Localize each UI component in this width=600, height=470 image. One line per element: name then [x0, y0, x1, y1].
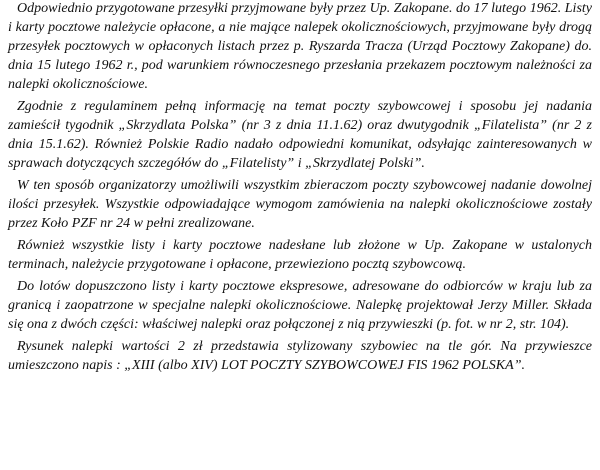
paragraph-3: W ten sposób organizatorzy umożliwili wszystkim zbieraczom poczty szybowcowej nadanie dowolnej ilości przesyłek. Wszystkie odpowiadające wymogom zamówienia na nalepki okolicznościowe zostały przez Koło PZF nr 24 w pełni zrealizowane. — [8, 178, 592, 231]
paragraph-1: Odpowiednio przygotowane przesyłki przyjmowane były przez Up. Zakopane. do 17 lutego 1962. Listy i karty pocztowe należycie opłacone, a nie mające nalepek okolicznościowych, przyjmowane były drogą przesyłek pocztowych w opłaconych listach przez p. Ryszarda Tracza (Urząd Pocztowy Zakopane) do. dnia 15 lutego 1962 r., pod warunkiem równoczesnego przesłania przekazem pocztowym należności za nalepki okolicznościowe. — [8, 1, 592, 92]
paragraph-4: Również wszystkie listy i karty pocztowe nadesłane lub złożone w Up. Zakopane w ustalonych terminach, należycie przygotowane i opłacone, przewieziono pocztą szybowcową. — [8, 238, 592, 272]
paragraph-5: Do lotów dopuszczono listy i karty pocztowe ekspresowe, adresowane do odbiorców w kraju lub za granicą i zaopatrzone w specjalne nalepki okolicznościowe. Nalepkę projektował Jerzy Miller. Składa się ona z dwóch części: właściwej nalepki oraz połączonej z nią przywieszki (p. fot. w nr 2, str. 104). — [8, 279, 592, 332]
paragraph-2: Zgodnie z regulaminem pełną informację na temat poczty szybowcowej i sposobu jej nadania zamieścił tygodnik „Skrzydlata Polska” (nr 3 z dnia 11.1.62) oraz dwutygodnik „Filatelista” (nr 2 z dnia 15.1.62). Również Polskie Radio nadało odpowiedni komunikat, odsyłając zainteresowanych w sprawach dotyczących szczegółów do „Filatelisty” i „Skrzydlatej Polski”. — [8, 99, 592, 171]
paragraph-6: Rysunek nalepki wartości 2 zł przedstawia stylizowany szybowiec na tle gór. Na przywieszce umieszczono napis : „XIII (albo XIV) LOT POCZTY SZYBOWCOWEJ FIS 1962 POLSKA”. — [8, 339, 592, 373]
